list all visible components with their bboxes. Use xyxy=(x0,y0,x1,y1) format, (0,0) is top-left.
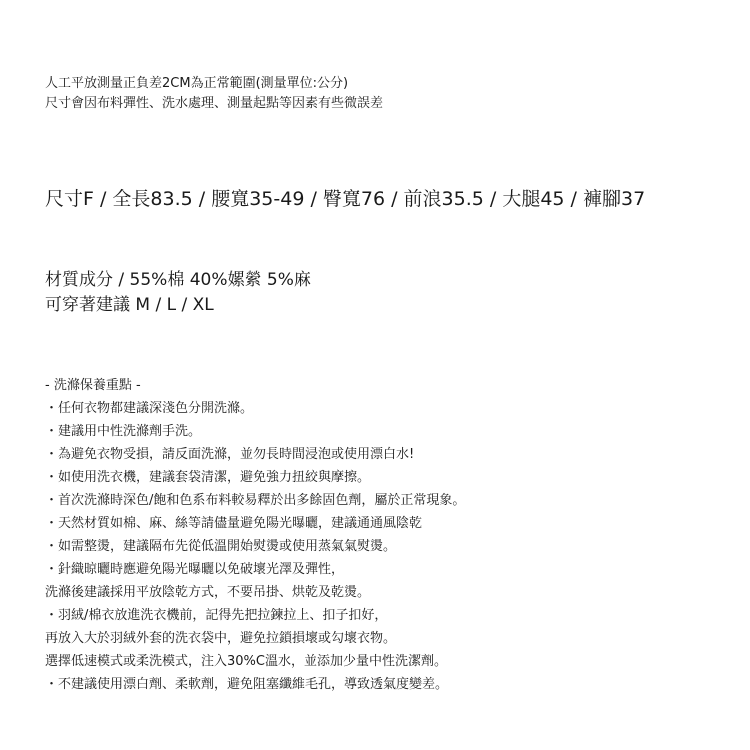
care-line: ・為避免衣物受損，請反面洗滌，並勿長時間浸泡或使用漂白水! xyxy=(45,447,415,462)
care-line: ・天然材質如棉、麻、絲等請儘量避免陽光曝曬，建議通通風陰乾 xyxy=(45,516,423,531)
measurement-note-line: 人工平放測量正負差2CM為正常範圍(測量單位:公分) xyxy=(45,76,349,91)
measurement-note xyxy=(45,74,730,114)
care-line: ・針織晾曬時應避免陽光曝曬以免破壞光澤及彈性， xyxy=(45,562,345,577)
care-instructions xyxy=(45,374,730,696)
care-line: ・羽絨/棉衣放進洗衣機前，記得先把拉鍊拉上、扣子扣好， xyxy=(45,608,388,623)
suggested-sizes: 可穿著建議 M / L / XL xyxy=(45,295,214,315)
size-spec-line: 尺寸F / 全長83.5 / 腰寬35-49 / 臀寬76 / 前浪35.5 / 大腿45 / 褲腳37 xyxy=(45,188,646,210)
measurement-note-line: 尺寸會因布料彈性、洗水處理、測量起點等因素有些微誤差 xyxy=(45,96,384,111)
care-line: ・不建議使用漂白劑、柔軟劑，避免阻塞纖維毛孔，導致透氣度變差。 xyxy=(45,677,449,692)
size-spec xyxy=(45,184,730,214)
material-composition: 材質成分 / 55%棉 40%嫘縈 5%麻 xyxy=(45,270,311,290)
care-line: ・如使用洗衣機，建議套袋清潔，避免強力扭絞與摩擦。 xyxy=(45,470,371,485)
care-line: 洗滌後建議採用平放陰乾方式，不要吊掛、烘乾及乾燙。 xyxy=(45,585,371,600)
care-title: - 洗滌保養重點 - xyxy=(45,378,141,393)
care-line: ・首次洗滌時深色/飽和色系布料較易釋於出多餘固色劑，屬於正常現象。 xyxy=(45,493,466,508)
care-line: ・任何衣物都建議深淺色分開洗滌。 xyxy=(45,401,254,416)
care-line: 再放入大於羽絨外套的洗衣袋中，避免拉鎖損壞或勾壞衣物。 xyxy=(45,631,397,646)
material-info xyxy=(45,268,730,318)
care-line: 選擇低速模式或柔洗模式，注入30%C溫水，並添加少量中性洗潔劑。 xyxy=(45,654,447,669)
care-line: ・如需整燙，建議隔布先從低溫開始熨燙或使用蒸氣氣熨燙。 xyxy=(45,539,397,554)
care-line: ・建議用中性洗滌劑手洗。 xyxy=(45,424,202,439)
